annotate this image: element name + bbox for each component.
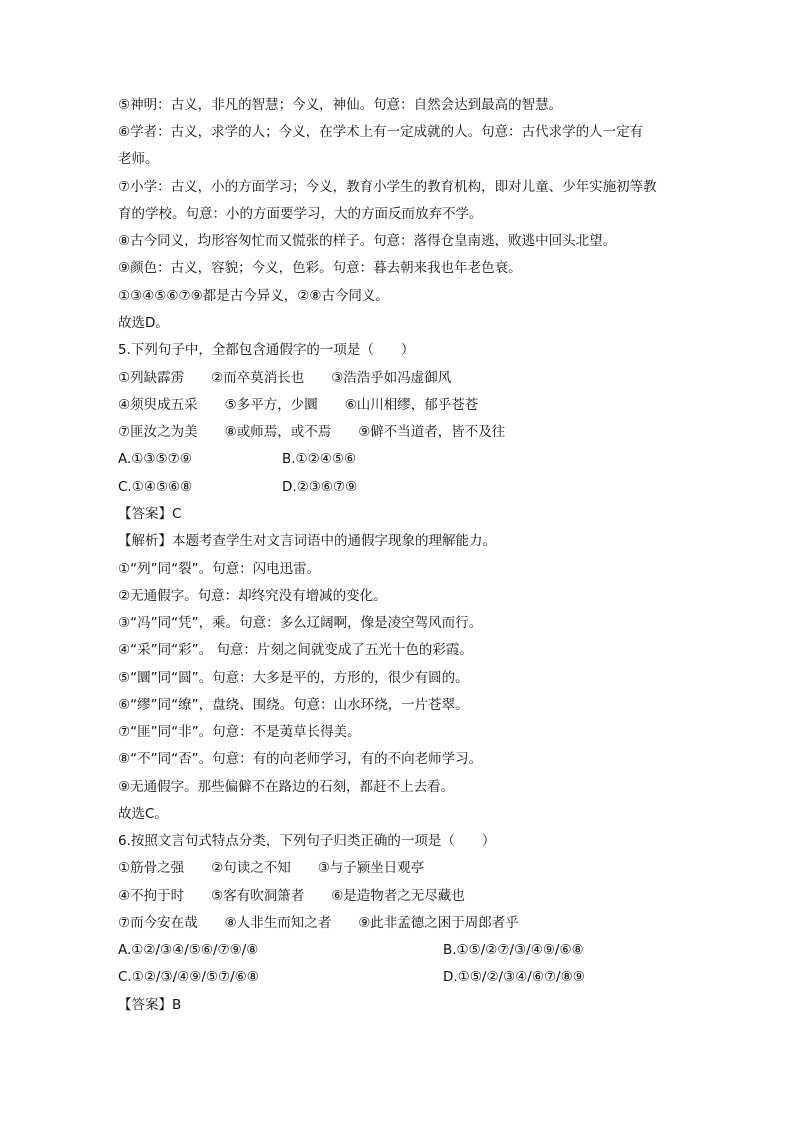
- q5-option-a: A.①③⑤⑦⑨: [118, 451, 192, 467]
- q5-answer: 【答案】C: [118, 506, 182, 522]
- text-line: ⑦“匪”同“非”。句意：不是荑草长得美。: [118, 724, 361, 740]
- text-line: ⑥学者：古义，求学的人；今义，在学术上有一定成就的人。句意：古代求学的人一定有: [118, 124, 644, 140]
- question-6-sentences: ④不拘于时 ⑤客有吹洞箫者 ⑥是造物者之无尽藏也: [118, 888, 465, 904]
- question-6-sentences: ⑦而今安在哉 ⑧人非生而知之者 ⑨此非孟德之困于周郎者乎: [118, 915, 519, 931]
- q5-option-b: B.①②④⑤⑥: [282, 451, 357, 467]
- q5-option-c: C.①④⑤⑥⑧: [118, 479, 193, 495]
- text-line: ⑤神明：古义，非凡的智慧；今义，神仙。句意：自然会达到最高的智慧。: [118, 97, 563, 113]
- question-5-stem: 5.下列句子中，全都包含通假字的一项是（ ）: [118, 342, 415, 358]
- text-line: ⑥“缪”同“缭”，盘绕、围绕。句意：山水环绕，一片苍翠。: [118, 697, 469, 713]
- question-6-stem: 6.按照文言句式特点分类，下列句子归类正确的一项是（ ）: [118, 833, 496, 849]
- text-line: ①③④⑤⑥⑦⑨都是古今异义，②⑧古今同义。: [118, 288, 389, 304]
- text-line: ⑦小学：古义，小的方面学习；今义，教育小学生的教育机构，即对儿童、少年实施初等教: [118, 179, 657, 195]
- text-line: 故选D。: [118, 315, 169, 331]
- text-line: ③“冯”同“凭”，乘。句意：多么辽阔啊，像是凌空驾风而行。: [118, 615, 483, 631]
- text-line: ④“采”同“彩”。 句意：片刻之间就变成了五光十色的彩霞。: [118, 642, 473, 658]
- q6-option-a: A.①②/③④/⑤⑥/⑦⑨/⑧: [118, 942, 259, 958]
- text-line: ⑤“圜”同“圆”。句意：大多是平的，方形的，很少有圆的。: [118, 670, 469, 686]
- question-5-sentences: ④须臾成五采 ⑤多平方，少圜 ⑥山川相缪，郁乎苍苍: [118, 397, 479, 413]
- q6-option-d: D.①⑤/②/③④/⑥⑦/⑧⑨: [443, 969, 585, 985]
- text-line: 故选C。: [118, 806, 168, 822]
- text-line: ⑧“不”同“否”。句意：有的向老师学习，有的不向老师学习。: [118, 751, 483, 767]
- text-line: ⑧古今同义，均形容匆忙而又慌张的样子。句意：落得仓皇南逃，败逃中回头北望。: [118, 233, 617, 249]
- question-6-sentences: ①筋骨之强 ②句读之不知 ③与子颍坐日观亭: [118, 860, 425, 876]
- q6-answer: 【答案】B: [118, 997, 182, 1013]
- q5-analysis: 【解析】本题考查学生对文言词语中的通假字现象的理解能力。: [118, 533, 496, 549]
- text-line: 育的学校。句意：小的方面要学习，大的方面反而放弃不学。: [118, 206, 483, 222]
- text-line: ①“列”同“裂”。句意：闪电迅雷。: [118, 561, 321, 577]
- q5-option-d: D.②③⑥⑦⑨: [282, 479, 358, 495]
- question-5-sentences: ⑦匪汝之为美 ⑧或师焉，或不焉 ⑨僻不当道者，皆不及往: [118, 424, 506, 440]
- question-5-sentences: ①列缺霹雳 ②而卒莫消长也 ③浩浩乎如冯虚御风: [118, 370, 452, 386]
- text-line: ②无通假字。句意：却终究没有增减的变化。: [118, 588, 387, 604]
- text-line: ⑨无通假字。那些偏僻不在路边的石刻，都赶不上去看。: [118, 779, 455, 795]
- q6-option-b: B.①⑤/②⑦/③/④⑨/⑥⑧: [443, 942, 584, 958]
- text-line: ⑨颜色：古义，容貌；今义，色彩。句意：暮去朝来我也年老色衰。: [118, 260, 522, 276]
- q6-option-c: C.①②/③/④⑨/⑤⑦/⑥⑧: [118, 969, 259, 985]
- text-line: 老师。: [118, 151, 159, 167]
